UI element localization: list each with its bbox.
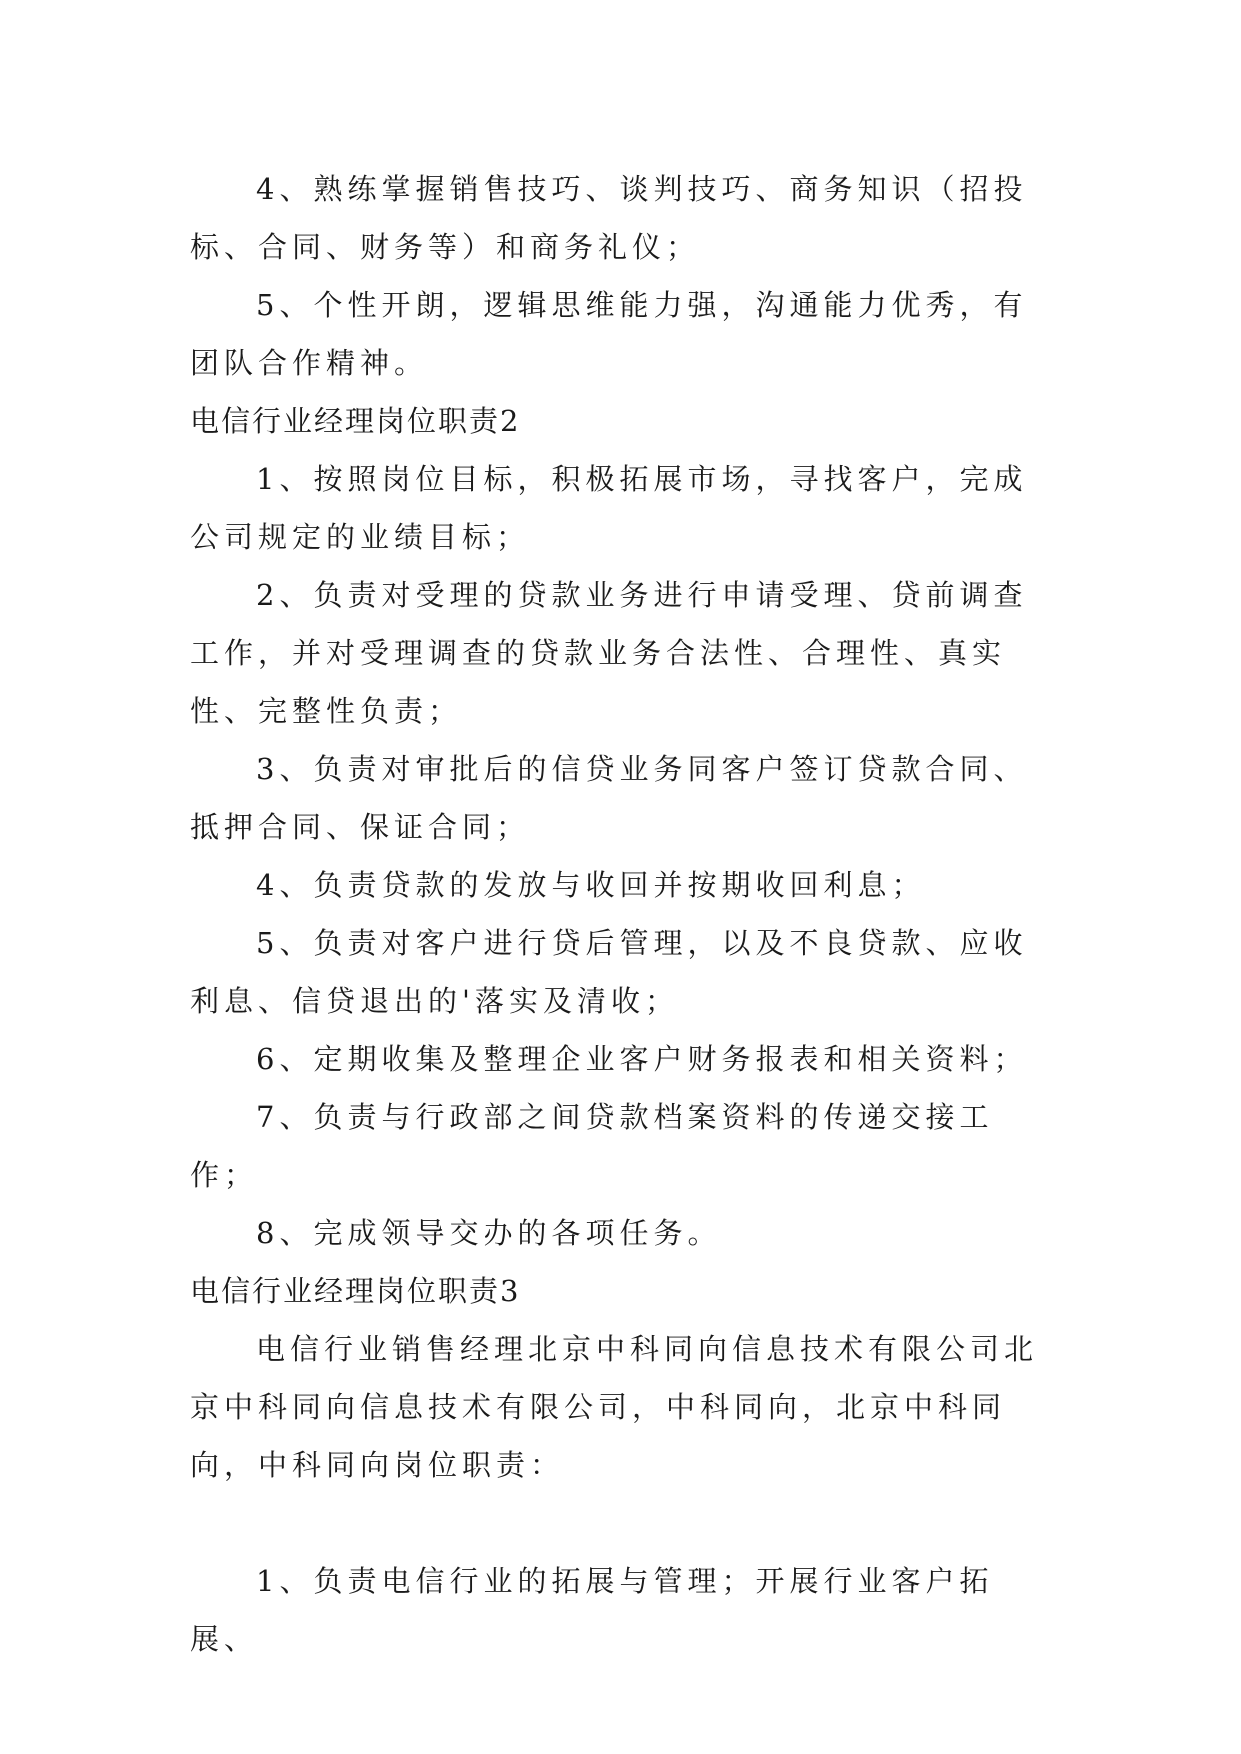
paragraph-item-5-post-loan: 5、负责对客户进行贷后管理，以及不良贷款、应收利息、信贷退出的'落实及清收；	[190, 926, 1028, 1018]
paragraph-item-8-tasks: 8、完成领导交办的各项任务。	[256, 1216, 722, 1250]
paragraph-item-4-loan-issue: 4、负责贷款的发放与收回并按期收回利息；	[256, 868, 926, 902]
paragraph-item-3-contracts: 3、负责对审批后的信贷业务同客户签订贷款合同、抵押合同、保证合同；	[190, 752, 1028, 844]
paragraph-item-6-reports: 6、定期收集及整理企业客户财务报表和相关资料；	[256, 1042, 1028, 1076]
paragraph-item-2-loan-review: 2、负责对受理的贷款业务进行申请受理、贷前调查工作，并对受理调查的贷款业务合法性、合理性、真实性、完整性负责；	[190, 578, 1028, 728]
blank-line	[190, 1494, 1060, 1552]
paragraph-item-7-archives: 7、负责与行政部之间贷款档案资料的传递交接工作；	[190, 1100, 994, 1192]
paragraph-item-1-market: 1、按照岗位目标，积极拓展市场，寻找客户，完成公司规定的业绩目标；	[190, 462, 1028, 554]
section-heading-2: 电信行业经理岗位职责2	[190, 404, 521, 438]
document-body	[190, 160, 1060, 1668]
paragraph-item-5-personality: 5、个性开朗，逻辑思维能力强，沟通能力优秀，有团队合作精神。	[190, 288, 1028, 380]
section-heading-3: 电信行业经理岗位职责3	[190, 1274, 521, 1308]
paragraph-item-4-skills: 4、熟练掌握销售技巧、谈判技巧、商务知识（招投标、合同、财务等）和商务礼仪；	[190, 172, 1028, 264]
paragraph-item-1-telecom: 1、负责电信行业的拓展与管理；开展行业客户拓展、	[190, 1564, 994, 1656]
paragraph-company-intro: 电信行业销售经理北京中科同向信息技术有限公司北京中科同向信息技术有限公司，中科同向，北京中科同向，中科同向岗位职责：	[190, 1332, 1039, 1482]
